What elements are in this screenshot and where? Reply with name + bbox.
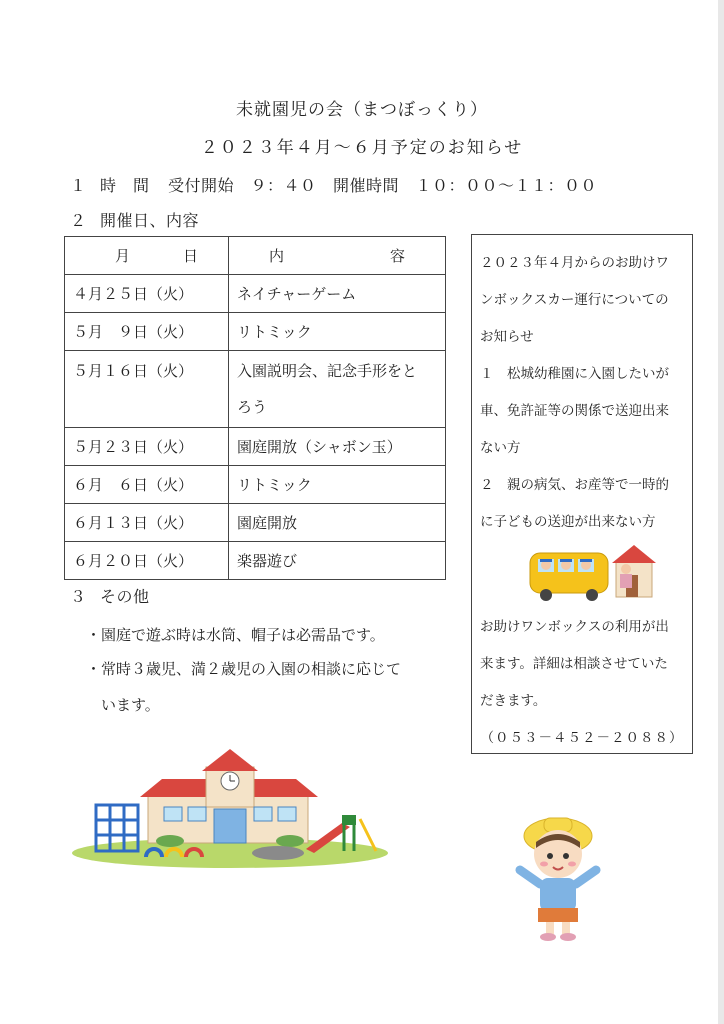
section-1-label: 時 間 [100, 176, 150, 195]
section-1-text: 受付開始 ９：４０ 開催時間 １０：００～１１：００ [168, 176, 598, 195]
page-subtitle: ２０２３年４月～６月予定のお知らせ [200, 138, 524, 158]
row-content: 園庭開放 [229, 504, 446, 542]
row-content-line-2: ろう [237, 398, 268, 416]
row-content-line-1: 入園説明会、記念手形をと [237, 362, 418, 380]
box-line: に子どもの送迎が出来ない方 [480, 514, 656, 530]
header-content-b: 容 [389, 247, 405, 265]
box-line: お助けワンボックスの利用が出 [480, 619, 669, 635]
table-row [65, 466, 446, 504]
other-note-3: います。 [86, 696, 160, 714]
table-row [65, 313, 446, 351]
van-service-box [471, 234, 693, 754]
row-date: ６月 ６日（火） [65, 466, 229, 504]
section-1-number: １ [70, 176, 87, 195]
box-line: 車、免許証等の関係で送迎出来 [480, 403, 669, 419]
row-date: ６月２０日（火） [65, 542, 229, 580]
other-note-2: ・常時３歳児、満２歳児の入園の相談に応じて [86, 660, 402, 678]
row-date: ４月２５日（火） [65, 275, 229, 313]
box-line: 来ます。詳細は相談させていた [480, 656, 668, 672]
row-content: 楽器遊び [229, 542, 446, 580]
box-line: ２ 親の病気、お産等で一時的 [480, 477, 669, 493]
table-row [65, 428, 446, 466]
contact-phone: （０５３－４５２－２０８８） [480, 730, 684, 746]
van-illustration [480, 541, 684, 609]
row-content: リトミック [229, 466, 446, 504]
row-content: ネイチャーゲーム [229, 275, 446, 313]
row-date: ５月１６日（火） [65, 351, 229, 428]
row-date: ５月 ９日（火） [65, 313, 229, 351]
child-illustration [506, 812, 610, 948]
box-line: だきます。 [480, 693, 547, 709]
row-content: 園庭開放（シャボン玉） [229, 428, 446, 466]
kindergarten-illustration [70, 745, 390, 874]
box-line: １ 松城幼稚園に入園したいが [480, 366, 669, 382]
table-header-date [65, 237, 229, 275]
row-content [229, 351, 446, 428]
row-content: リトミック [229, 313, 446, 351]
section-2-number: ２ [70, 211, 87, 230]
row-date: ５月２３日（火） [65, 428, 229, 466]
table-row [65, 275, 446, 313]
page-title: 未就園児の会（まつぼっくり） [236, 100, 488, 120]
section-3-label: その他 [100, 587, 150, 606]
box-line: ない方 [480, 440, 521, 456]
table-row [65, 351, 446, 428]
box-line: ２０２３年４月からのお助けワ [480, 255, 669, 271]
section-3-number: ３ [70, 587, 87, 606]
section-2-label: 開催日、内容 [100, 211, 200, 230]
table-header-content [229, 237, 446, 275]
table-row [65, 504, 446, 542]
box-line: ンボックスカー運行についての [480, 292, 669, 308]
row-date: ６月１３日（火） [65, 504, 229, 542]
table-row [65, 542, 446, 580]
table-header-row [65, 237, 446, 275]
header-day: 日 [182, 247, 198, 265]
box-line: お知らせ [480, 329, 534, 345]
other-note-1: ・園庭で遊ぶ時は水筒、帽子は必需品です。 [86, 626, 385, 644]
header-month: 月 [115, 247, 131, 265]
schedule-table [64, 236, 446, 580]
header-content-a: 内 [269, 247, 285, 265]
